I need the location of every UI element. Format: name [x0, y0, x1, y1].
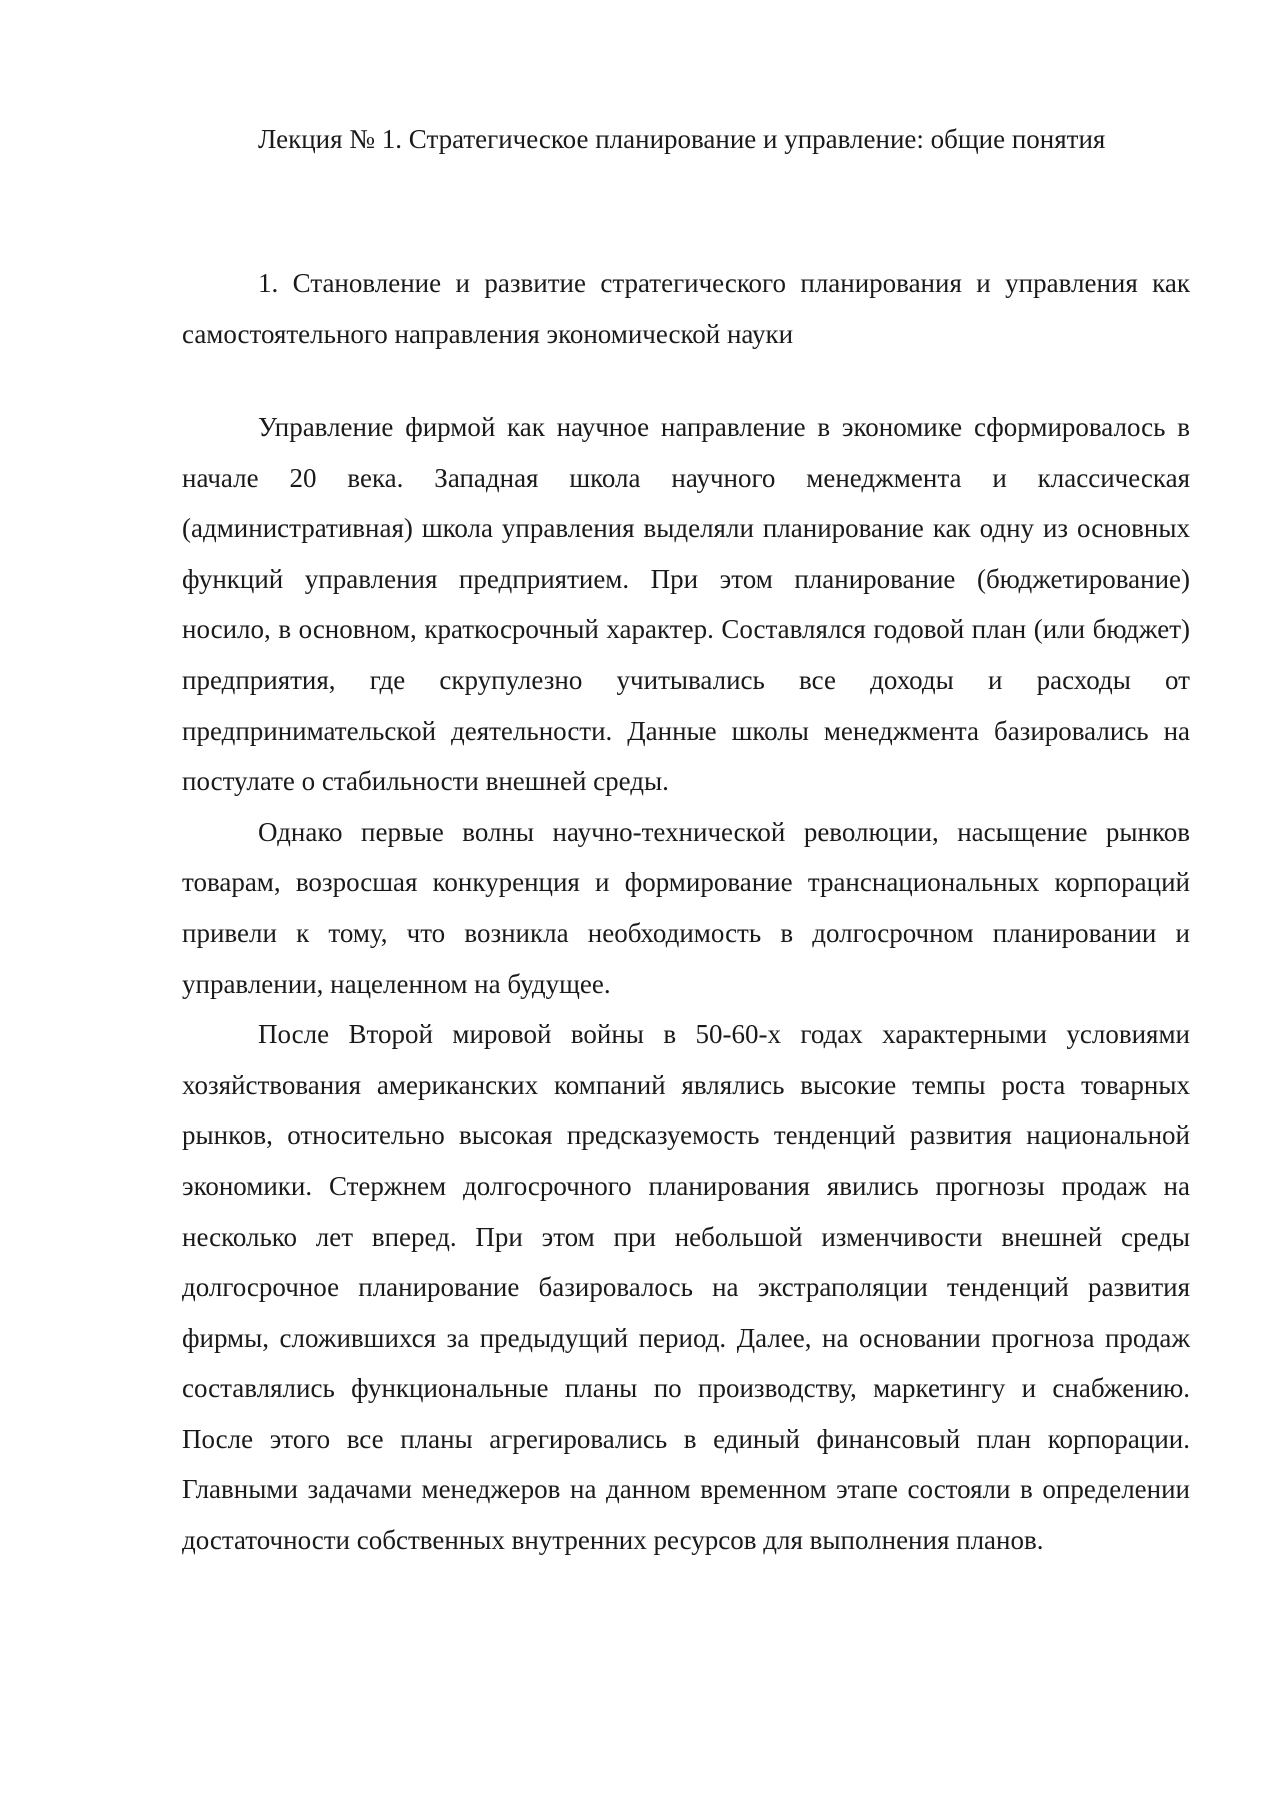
lecture-title-text: Лекция № 1. Стратегическое планирование и управление: общие понятия — [258, 124, 1106, 154]
section-heading-text: 1. Становление и развитие стратегического планирования и управления как самостоятельного направления экономической науки — [182, 268, 1190, 349]
lecture-title — [182, 114, 1190, 165]
section-heading — [182, 258, 1190, 359]
paragraph-2: Однако первые волны научно-технической революции, насыщение рынков товарам, возросшая конкуренция и формирование транснациональных корпораций привели к тому, что возникла необходимость в долгосрочном планировании и управлении, нацеленном на будущее. — [182, 816, 1190, 999]
body-text — [182, 402, 1190, 1566]
paragraph-1: Управление фирмой как научное направление в экономике сформировалось в начале 20 века. Западная школа научного менеджмента и классическая (административная) школа управления выделяли планирование как одну из основных функций управления предприятием. При этом планирование (бюджетирование) носило, в основном, краткосрочный характер. Составлялся годовой план (или бюджет) предприятия, где скрупулезно учитывались все доходы и расходы от предпринимательской деятельности. Данные школы менеджмента базировались на постулате о стабильности внешней среды. — [182, 412, 1190, 797]
paragraph-3: После Второй мировой войны в 50-60-х годах характерными условиями хозяйствования американских компаний являлись высокие темпы роста товарных рынков, относительно высокая предсказуемость тенденций развития национальной экономики. Стержнем долгосрочного планирования явились прогнозы продаж на несколько лет вперед. При этом при небольшой изменчивости внешней среды долгосрочное планирование базировалось на экстраполяции тенденций развития фирмы, сложившихся за предыдущий период. Далее, на основании прогноза продаж составлялись функциональные планы по производству, маркетингу и снабжению. После этого все планы агрегировались в единый финансовый план корпорации. Главными задачами менеджеров на данном временном этапе состояли в определении достаточности собственных внутренних ресурсов для выполнения планов. — [182, 1019, 1190, 1556]
